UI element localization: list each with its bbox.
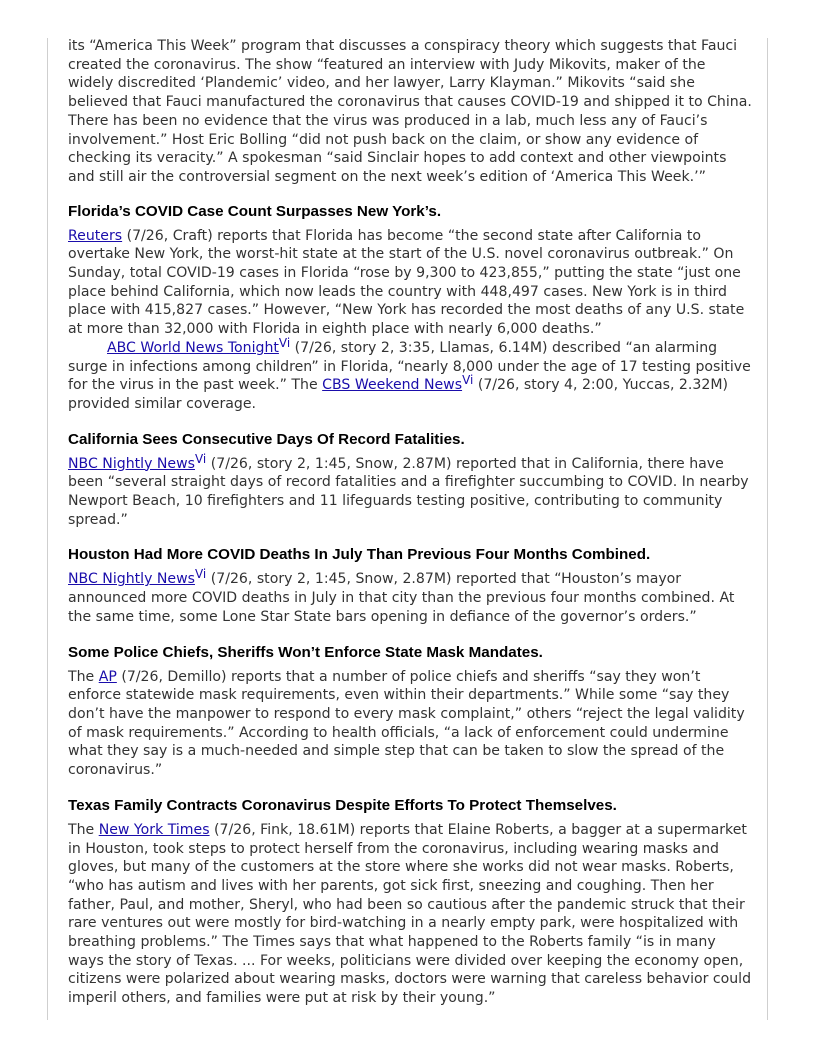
article-paragraph <box>68 335 752 414</box>
headline-houston-deaths: Houston Had More COVID Deaths In July Than Previous Four Months Combined. <box>68 546 651 564</box>
article-paragraph <box>68 668 752 780</box>
article-paragraph <box>68 451 752 530</box>
article-text: (7/26, Demillo) reports that a number of police chiefs and sheriffs “say they won’t enforce statewide mask requirements, even within their departments.” While some “say they don’t have the manpower to respond to every mask complaint,” others “reject the legal validity of mask requirements.” According to health officials, “a lack of enforcement could undermine what they say is a much-needed and simple step that can be taken to slow the spread of the coronavirus.” <box>68 668 745 779</box>
headline-florida-cases: Florida’s COVID Case Count Surpasses New York’s. <box>68 202 442 220</box>
article-paragraph <box>68 227 752 339</box>
newsletter-page <box>68 37 752 1008</box>
article-text: (7/26, story 4, 2:00, Yuccas, 2.32M) provided similar coverage. <box>68 377 728 412</box>
headline-texas-family: Texas Family Contracts Coronavirus Despite Efforts To Protect Themselves. <box>68 796 617 814</box>
article-text: The <box>68 821 99 838</box>
video-icon[interactable]: Vi <box>278 335 291 350</box>
article-text: (7/26, Fink, 18.61M) reports that Elaine Roberts, a bagger at a supermarket in Houston, took steps to protect herself from the coronavirus, including wearing masks and gloves, but many of the customers at the store where she works did not wear masks. Roberts, “who has autism and lives with her parents, got sick first, sneezing and coughing. Then her father, Paul, and mother, Sheryl, who had been so cautious after the pandemic struck that their rare ventures out were mostly for bird-watching in a nearly empty park, were hospitalized with breathing problems.” The Times says that what happened to the Roberts family “is in many ways the story of Texas. ... For weeks, politicians were divided over keeping the economy open, citizens were polarized about wearing masks, doctors were warning that careless behavior could imperil others, and families were put at risk by their young.” <box>68 821 752 1007</box>
reuters-link[interactable]: Reuters <box>68 227 123 244</box>
new-york-times-link[interactable]: New York Times <box>98 821 210 838</box>
headline-california-fatalities: California Sees Consecutive Days Of Record Fatalities. <box>68 430 465 448</box>
video-icon[interactable]: Vi <box>194 451 207 466</box>
article-text: The <box>68 668 99 685</box>
video-icon[interactable]: Vi <box>194 567 207 582</box>
nbc-nightly-news-link[interactable]: NBC Nightly News <box>68 571 195 588</box>
article-text: (7/26, story 2, 1:45, Snow, 2.87M) reported that “Houston’s mayor announced more COVID deaths in July in that city than the previous four months combined. At the same time, some Lone Star State bars opening in defiance of the governor’s orders.” <box>68 571 735 625</box>
video-icon[interactable]: Vi <box>462 373 474 388</box>
cbs-weekend-news-link[interactable]: CBS Weekend News <box>322 377 463 394</box>
article-text: (7/26, story 2, 3:35, Llamas, 6.14M) described “an alarming surge in infections among children” in Florida, “nearly 8,000 under the age of 17 testing positive for the virus in the past week.” The <box>68 339 751 394</box>
article-paragraph <box>68 821 752 1008</box>
left-margin-rule <box>47 38 48 1020</box>
right-margin-rule <box>767 38 768 1020</box>
article-text: (7/26, story 2, 1:45, Snow, 2.87M) reported that in California, there have been “several straight days of record fatalities and a firefighter succumbing to COVID. In nearby Newport Beach, 10 firefighters and 11 lifeguards testing positive, contributing to community spread.” <box>68 455 749 528</box>
ap-link[interactable]: AP <box>98 668 117 685</box>
continued-paragraph: its “America This Week” program that discusses a conspiracy theory which suggests that Fauci created the coronavirus. The show “featured an interview with Judy Mikovits, maker of the widely discredited ‘Plandemic’ video, and her lawyer, Larry Klayman.” Mikovits “said she believed that Fauci manufactured the coronavirus that causes COVID-19 and shipped it to China. There has been no evidence that the virus was produced in a lab, much less any of Fauci’s involvement.” Host Eric Bolling “did not push back on the claim, or show any evidence of checking its veracity.” A spokesman “said Sinclair hopes to add context and other viewpoints and still air the controversial segment on the next week’s edition of ‘America This Week.’” <box>68 38 752 185</box>
headline-police-mask-mandates: Some Police Chiefs, Sheriffs Won’t Enforce State Mask Mandates. <box>68 643 543 661</box>
nbc-nightly-news-link[interactable]: NBC Nightly News <box>68 455 195 472</box>
abc-world-news-link[interactable]: ABC World News Tonight <box>107 339 279 356</box>
article-paragraph <box>68 567 752 626</box>
article-text: (7/26, Craft) reports that Florida has become “the second state after California to overtake New York, the worst-hit state at the start of the U.S. novel coronavirus outbreak.” On Sunday, total COVID-19 cases in Florida “rose by 9,300 to 423,855,” putting the state “just one place behind California, which now leads the country with 448,497 cases. New York is in third place with 415,827 cases.” However, “New York has recorded the most deaths of any U.S. state at more than 32,000 with Florida in eighth place with nearly 6,000 deaths.” <box>68 227 745 338</box>
